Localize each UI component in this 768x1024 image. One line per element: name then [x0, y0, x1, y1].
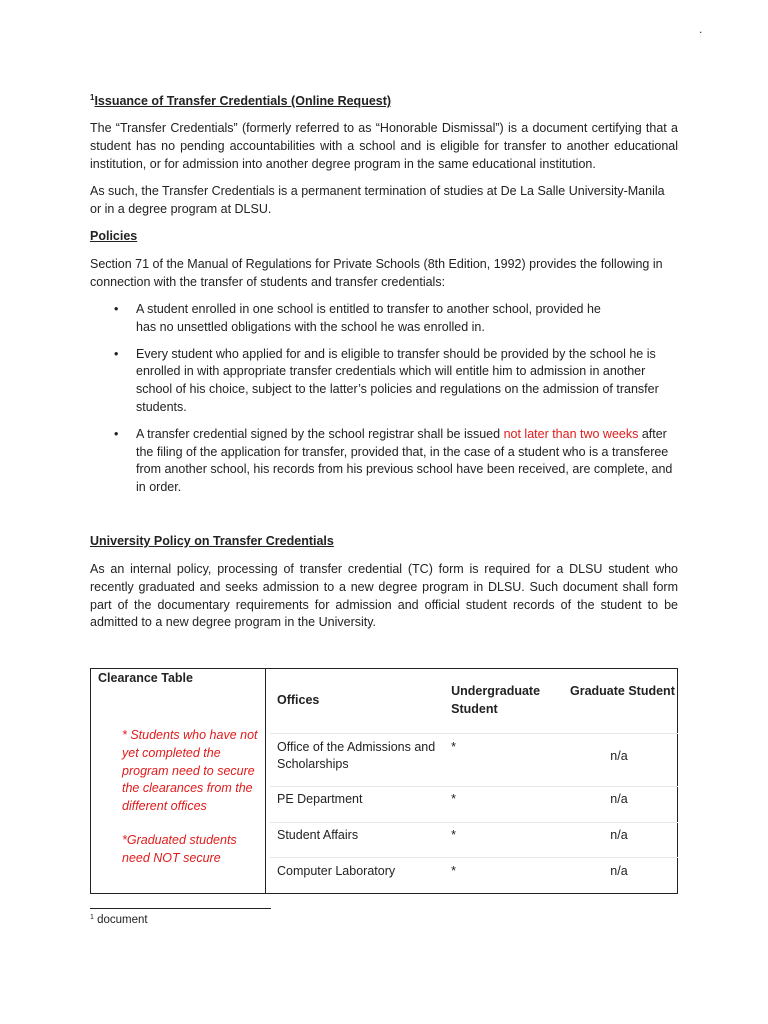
graduate-cell: n/a — [570, 733, 678, 786]
bullet-icon: • — [114, 346, 119, 361]
page-marker: . — [699, 22, 703, 36]
table-header-row — [270, 673, 678, 733]
office-cell: Office of the Admissions and Scholarships — [270, 733, 451, 786]
header-undergraduate: Undergraduate Student — [451, 673, 570, 733]
footnote-number: 1 — [90, 914, 94, 921]
clearance-note-graduated: *Graduated students need NOT secure — [122, 833, 237, 865]
undergraduate-cell: * — [451, 786, 570, 822]
office-cell: Computer Laboratory — [277, 863, 396, 878]
deadline-highlight: not later than two weeks — [503, 426, 639, 441]
clearance-table — [90, 668, 678, 894]
clearance-note-incomplete: * Students who have not yet completed the program need to secure the clearances from the different offices — [122, 728, 258, 814]
bullet-text-start: A transfer credential signed by the school registrar shall be issued — [136, 426, 504, 441]
table-row — [270, 733, 678, 786]
graduate-cell: n/a — [610, 863, 628, 878]
graduate-cell: n/a — [570, 822, 678, 857]
policies-intro: Section 71 of the Manual of Regulations for Private Schools (8th Edition, 1992) provides the following in connection with the transfer of students and transfer credentials: — [90, 257, 663, 289]
table-row — [270, 786, 678, 822]
section-title-text: Issuance of Transfer Credentials (Online Request) — [94, 94, 392, 108]
termination-paragraph: As such, the Transfer Credentials is a permanent termination of studies at De La Salle University-Manila or in a degree program at DLSU. — [90, 184, 665, 216]
bullet-text: Every student who applied for and is eligible to transfer should be provided by the school he is enrolled in with appropriate transfer credentials which will entitle him to admission in another school of his choice, subject to the latter’s policies and regulations on the admission of transfer students. — [136, 346, 659, 414]
clearance-table-title: Clearance Table — [98, 671, 193, 685]
clearance-notes-column — [91, 669, 266, 893]
footnote-text: document — [93, 914, 148, 926]
bullet-text: A student enrolled in one school is entitled to transfer to another school, provided he has no unsettled obligations with the school he was enrolled in. — [136, 302, 601, 334]
undergraduate-cell: * — [451, 822, 570, 857]
offices-table — [270, 673, 678, 893]
bullet-icon: • — [114, 426, 119, 441]
list-item — [114, 301, 678, 337]
policy-bullets — [114, 301, 678, 506]
header-graduate: Graduate Student — [570, 673, 678, 733]
section-title — [90, 93, 391, 108]
office-cell: Student Affairs — [270, 822, 451, 857]
footnote — [90, 914, 148, 926]
undergraduate-cell: * — [451, 863, 456, 878]
university-policy-paragraph: As an internal policy, processing of transfer credential (TC) form is required for a DLSU student who recently graduated and seeks admission to a new degree program in DLSU. Such document shall form part of the documentary requirements for admission and official student records of the student to be admitted to a new degree program in the University. — [90, 562, 678, 630]
office-cell: PE Department — [270, 786, 451, 822]
intro-paragraph: The “Transfer Credentials” (formerly referred to as “Honorable Dismissal”) is a document certifying that a student has no pending accountabilities with a school and is eligible for transfer to another educational institution, or for admission into another degree program in the same educational institution. — [90, 121, 678, 171]
table-row — [270, 857, 678, 893]
graduate-cell: n/a — [570, 786, 678, 822]
bullet-text-end: after the filing of the application for transfer, provided that, in the case of a student who is a transferee from another school, his records from his previous school have been received, are complete, and in order. — [136, 426, 673, 495]
header-offices: Offices — [270, 673, 451, 733]
table-row — [270, 822, 678, 857]
bullet-icon: • — [114, 302, 119, 316]
undergraduate-cell: * — [451, 733, 570, 786]
policies-heading: Policies — [90, 229, 138, 243]
clearance-offices-column — [266, 669, 678, 893]
list-item — [114, 346, 678, 417]
footnote-divider — [90, 908, 271, 909]
list-item — [114, 426, 678, 497]
university-policy-heading: University Policy on Transfer Credentials — [90, 534, 334, 548]
footnote-ref: 1 — [90, 93, 95, 102]
